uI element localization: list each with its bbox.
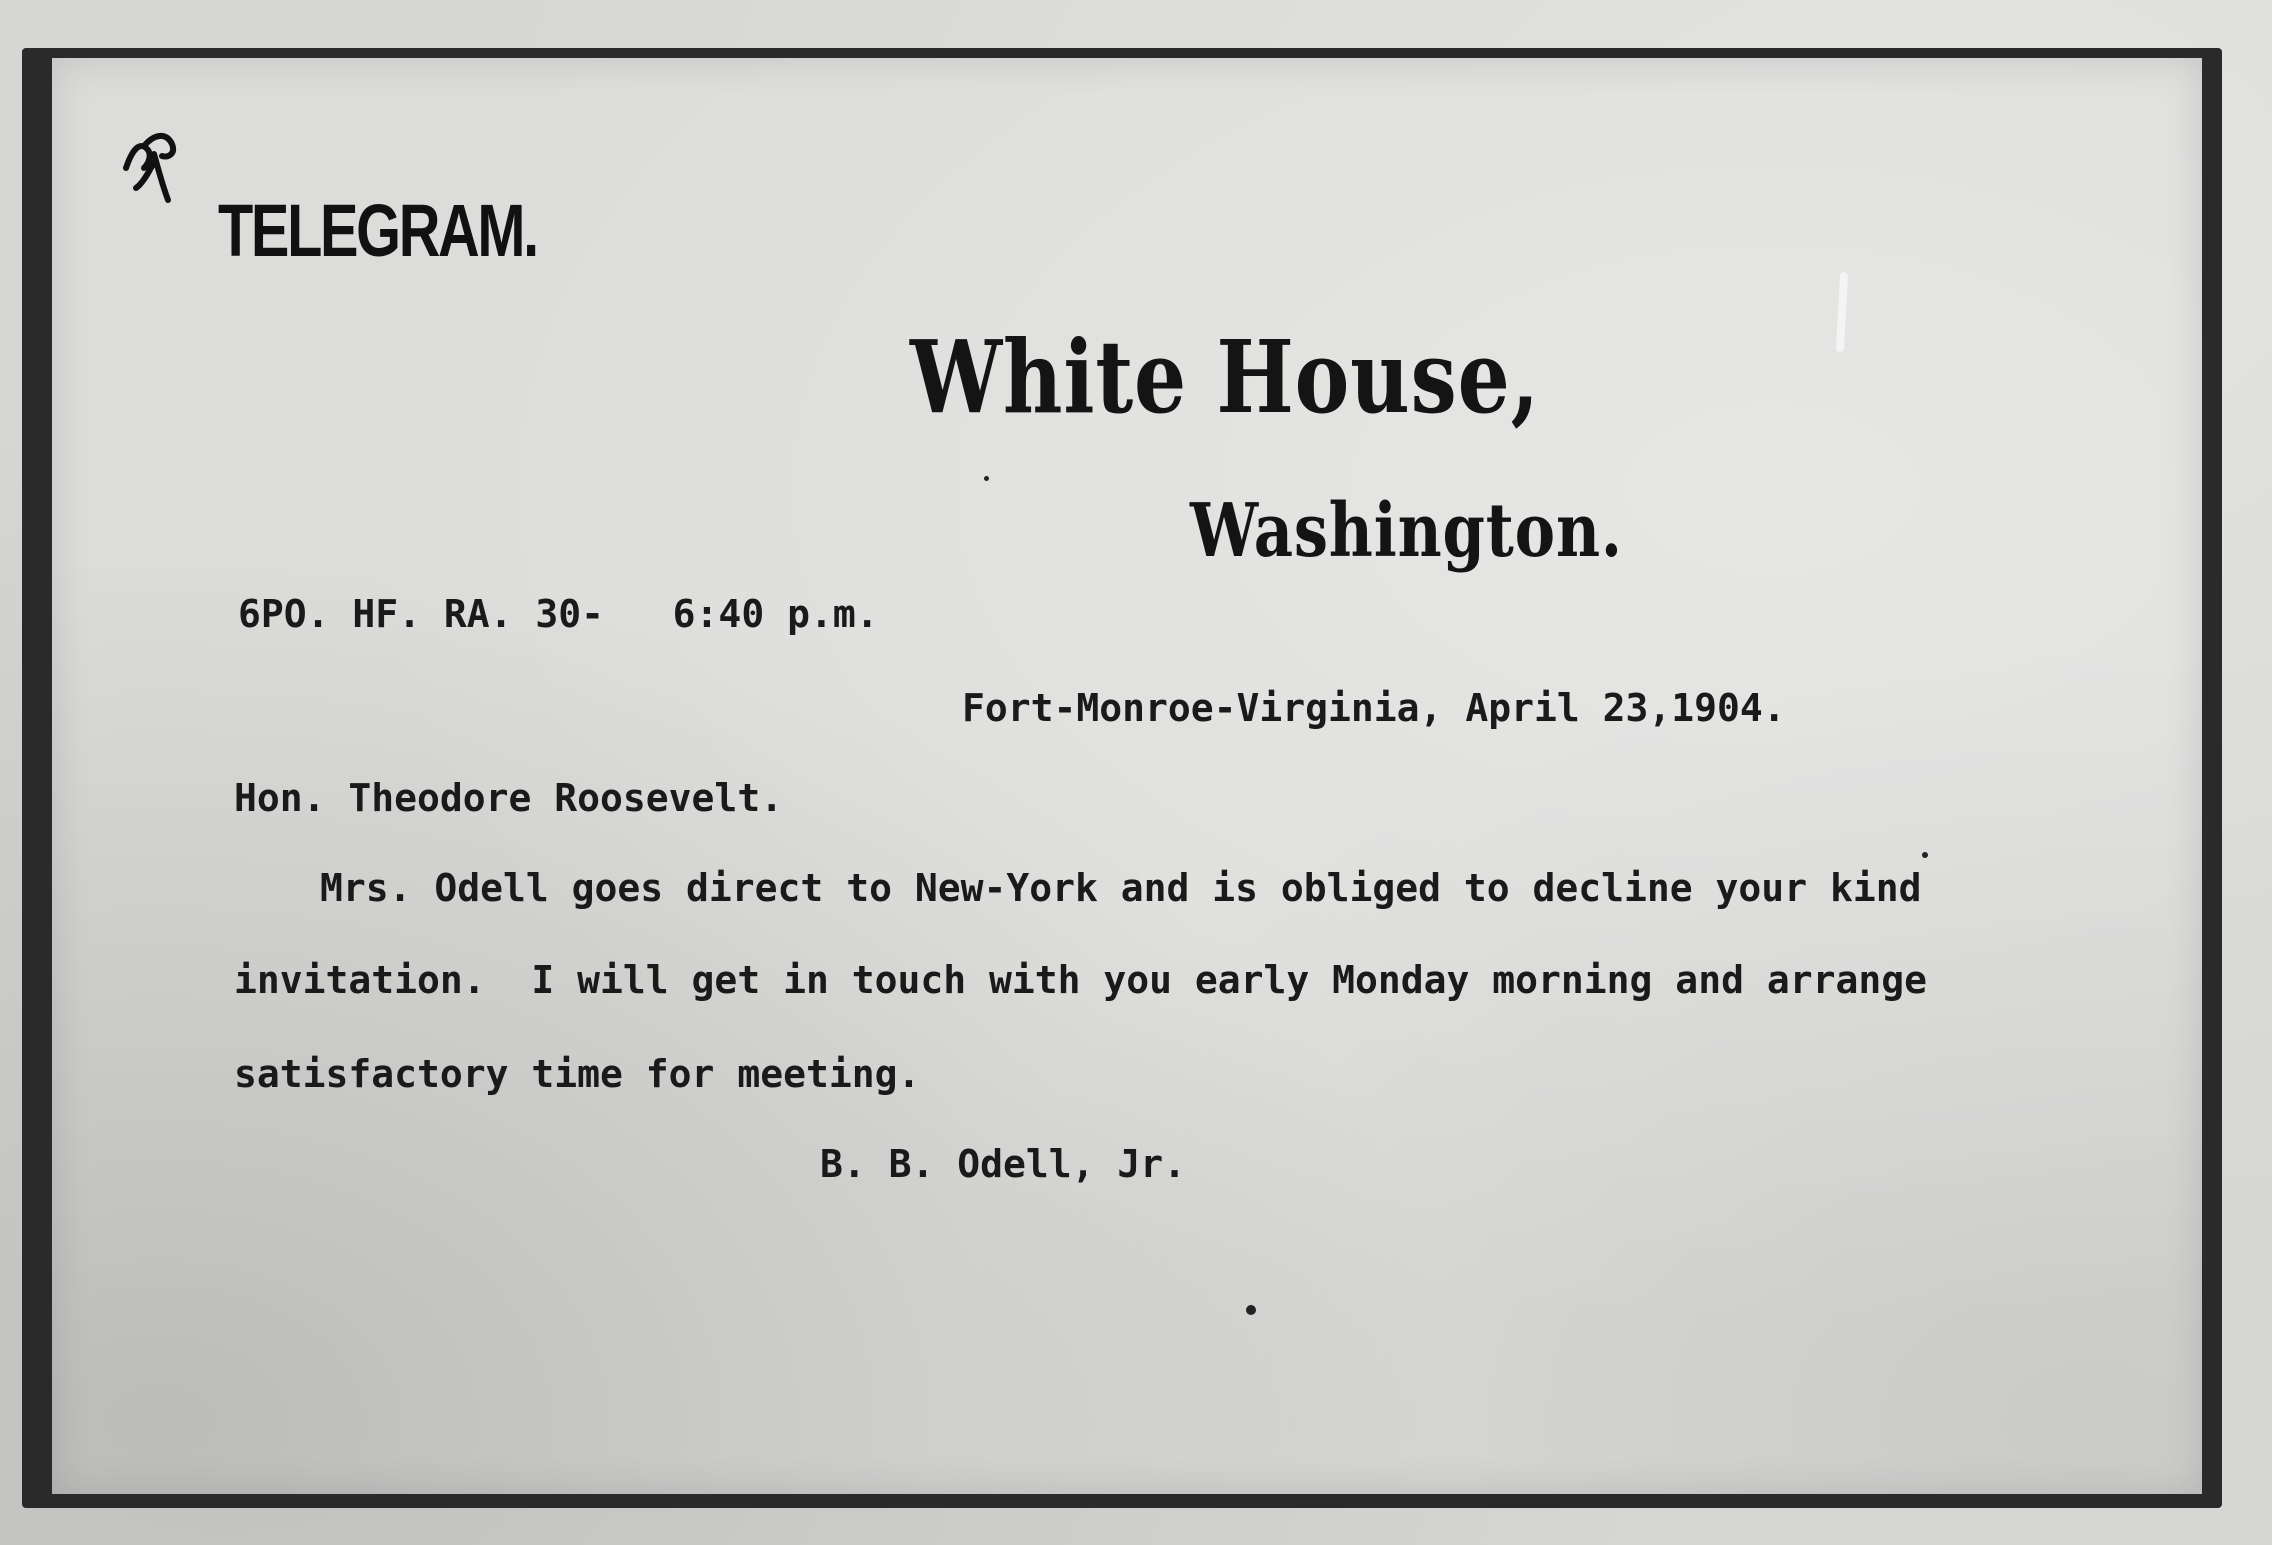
message-line: invitation. I will get in touch with you early Monday morning and arrange: [234, 958, 1927, 1002]
transmission-code-line: 6PO. HF. RA. 30- 6:40 p.m.: [238, 592, 879, 636]
telegram-heading: TELEGRAM.: [218, 189, 537, 272]
ink-speck: [1246, 1305, 1256, 1315]
message-line: satisfactory time for meeting.: [234, 1052, 921, 1096]
signature: B. B. Odell, Jr.: [820, 1142, 1187, 1186]
handwritten-mark-icon: [118, 128, 190, 208]
letterhead-white-house: White House,: [910, 318, 1540, 436]
ink-speck: [1922, 852, 1928, 858]
dateline: Fort-Monroe-Virginia, April 23,1904.: [962, 686, 1786, 730]
ink-speck: [984, 476, 989, 481]
letterhead-washington: Washington.: [1190, 488, 1623, 574]
message-line: Mrs. Odell goes direct to New-York and is obliged to decline your kind: [320, 866, 1922, 910]
addressee: Hon. Theodore Roosevelt.: [234, 776, 784, 820]
